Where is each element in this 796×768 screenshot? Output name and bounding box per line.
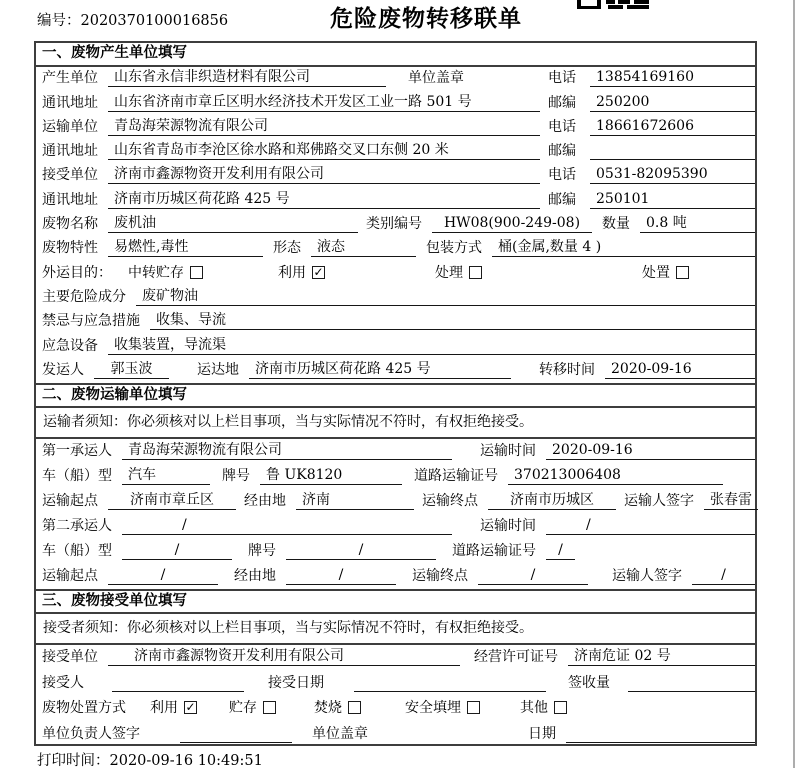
end1-value: 济南市历城区 xyxy=(488,492,616,510)
print-time-value: 2020-09-16 10:49:51 xyxy=(109,753,263,768)
origin2-label: 运输起点 xyxy=(42,567,98,584)
route1-row xyxy=(36,489,755,514)
purpose-option-treat-label: 处理 xyxy=(435,264,463,281)
destination-value: 济南市历城区荷花路 425 号 xyxy=(249,361,511,379)
producer-zip-label: 邮编 xyxy=(548,94,576,111)
transfer-time-label: 转移时间 xyxy=(539,361,595,378)
transport-time2-label: 运输时间 xyxy=(480,517,536,534)
shipper-label: 发运人 xyxy=(42,361,84,378)
receiver-address-value: 济南市历城区荷花路 425 号 xyxy=(108,191,540,209)
section3-notice: 接受者须知：你必须核对以上栏目事项，当与实际情况不符时，有权拒绝接受。 xyxy=(36,614,755,645)
hazard-component-value: 废矿物油 xyxy=(136,288,755,306)
sign2-label: 运输人签字 xyxy=(612,567,682,584)
transporter-phone-value: 18661672606 xyxy=(590,118,755,136)
disposal-landfill-checkbox xyxy=(467,701,480,714)
emergency-equipment-row xyxy=(36,334,755,358)
receiver-address-label: 通讯地址 xyxy=(42,191,98,208)
license1-label: 道路运输证号 xyxy=(414,467,498,484)
permit-label: 经营许可证号 xyxy=(474,649,558,666)
transport-time2-value: / xyxy=(546,517,755,535)
receiver-label: 接受单位 xyxy=(42,167,98,184)
waste-name-value: 废机油 xyxy=(108,215,358,233)
vehicle2-label: 车（船）型 xyxy=(42,542,112,559)
quantity-label: 数量 xyxy=(602,216,630,233)
receive-amount-value xyxy=(628,691,755,692)
carrier1-row xyxy=(36,439,755,464)
waste-name-label: 废物名称 xyxy=(42,216,98,233)
end2-label: 运输终点 xyxy=(412,567,468,584)
disposal-use-label: 利用 xyxy=(150,700,178,717)
taboo-measures-row xyxy=(36,310,755,334)
window-right-edge xyxy=(793,0,795,768)
route2-row xyxy=(36,564,755,589)
purpose-option-dispose-label: 处置 xyxy=(642,264,670,281)
transporter-address-label: 通讯地址 xyxy=(42,143,98,160)
carrier2-label: 第二承运人 xyxy=(42,517,112,534)
section2-notice: 运输者须知：你必须核对以上栏目事项，当与实际情况不符时，有权拒绝接受。 xyxy=(36,408,755,439)
transporter-address-row xyxy=(36,140,755,164)
producer-address-value: 山东省济南市章丘区明水经济技术开发区工业一路 501 号 xyxy=(108,94,540,112)
document-number-label: 编号： xyxy=(37,13,81,29)
license2-value: / xyxy=(546,542,575,560)
waste-name-row xyxy=(36,213,755,237)
via1-value: 济南 xyxy=(296,492,414,510)
carrier1-label: 第一承运人 xyxy=(42,442,112,459)
section2-header: 二、废物运输单位填写 xyxy=(36,383,755,408)
document-number-value: 2020370100016856 xyxy=(80,13,229,29)
origin2-value: / xyxy=(108,567,218,585)
carrier1-value: 青岛海荣源物流有限公司 xyxy=(122,442,452,460)
disposal-burn-checkbox xyxy=(348,701,361,714)
receive-person-value xyxy=(112,691,244,692)
purpose-dispose-checkbox xyxy=(676,266,689,279)
waste-form-label: 形态 xyxy=(273,240,301,257)
document-number xyxy=(37,9,228,30)
plate2-value: / xyxy=(286,542,436,560)
vehicle2-value: / xyxy=(122,542,232,560)
disposal-store-checkbox xyxy=(263,701,276,714)
unit-seal-label: 单位盖章 xyxy=(312,725,368,742)
transporter-row xyxy=(36,116,755,140)
qr-code-fragment-icon xyxy=(577,0,649,10)
shipper-row xyxy=(36,359,755,383)
disposal-other-checkbox xyxy=(554,701,567,714)
via1-label: 经由地 xyxy=(244,492,286,509)
producer-zip-value: 250200 xyxy=(590,94,755,112)
end2-value: / xyxy=(478,567,588,585)
disposal-method-label: 废物处置方式 xyxy=(42,700,126,717)
waste-form-value: 液态 xyxy=(311,239,416,257)
receiver-zip-label: 邮编 xyxy=(548,191,576,208)
transporter-address-value: 山东省青岛市李沧区徐水路和郑佛路交叉口东侧 20 米 xyxy=(108,142,540,160)
via2-value: / xyxy=(286,567,396,585)
carrier2-row xyxy=(36,514,755,539)
receiver-value: 济南市鑫源物资开发利用有限公司 xyxy=(108,166,540,184)
receive-unit-value: 济南市鑫源物资开发利用有限公司 xyxy=(108,648,460,666)
waste-character-value: 易燃性,毒性 xyxy=(108,239,263,257)
packing-value: 桶(金属,数量 4 ) xyxy=(492,239,755,257)
receiver-phone-value: 0531-82095390 xyxy=(590,166,755,184)
origin1-label: 运输起点 xyxy=(42,492,98,509)
disposal-other-label: 其他 xyxy=(520,700,548,717)
page-title: 危险废物转移联单 xyxy=(330,6,522,32)
print-time-label: 打印时间： xyxy=(37,753,110,768)
taboo-measures-label: 禁忌与应急措施 xyxy=(42,313,140,330)
transfer-form-table xyxy=(34,41,757,746)
category-value: HW08(900-249-08) xyxy=(432,215,592,233)
receive-unit-row xyxy=(36,645,755,671)
disposal-landfill-label: 安全填埋 xyxy=(405,700,461,717)
via2-label: 经由地 xyxy=(234,567,276,584)
purpose-label: 外运目的： xyxy=(42,264,112,281)
producer-phone-label: 电话 xyxy=(548,70,576,87)
leader-sign-value xyxy=(180,742,292,743)
purpose-option-transfer-label: 中转贮存 xyxy=(128,264,184,281)
end1-label: 运输终点 xyxy=(422,492,478,509)
vehicle1-label: 车（船）型 xyxy=(42,467,112,484)
transfer-time-value: 2020-09-16 xyxy=(605,361,755,379)
receiver-phone-label: 电话 xyxy=(548,167,576,184)
receive-person-label: 接受人 xyxy=(42,674,84,691)
leader-sign-row xyxy=(36,721,755,747)
sign2-value: / xyxy=(692,567,755,585)
receive-amount-label: 签收量 xyxy=(568,674,610,691)
vehicle1-value: 汽车 xyxy=(122,467,210,485)
receive-unit-label: 接受单位 xyxy=(42,649,98,666)
print-time xyxy=(37,749,263,768)
receiver-row xyxy=(36,164,755,188)
transporter-zip-label: 邮编 xyxy=(548,143,576,160)
producer-value: 山东省永信非织造材料有限公司 xyxy=(108,69,386,87)
section1-header: 一、废物产生单位填写 xyxy=(36,43,755,67)
producer-seal-label: 单位盖章 xyxy=(408,70,464,87)
purpose-option-use-label: 利用 xyxy=(278,264,306,281)
disposal-use-checkbox: ✓ xyxy=(185,700,196,715)
quantity-value: 0.8 吨 xyxy=(640,215,755,233)
leader-sign-label: 单位负责人签字 xyxy=(42,725,140,742)
destination-label: 运达地 xyxy=(197,361,239,378)
category-label: 类别编号 xyxy=(366,216,422,233)
transporter-zip-value xyxy=(590,159,755,160)
receiver-zip-value: 250101 xyxy=(590,191,755,209)
license1-value: 370213006408 xyxy=(508,467,723,485)
section3-header: 三、废物接受单位填写 xyxy=(36,589,755,614)
receiver-address-row xyxy=(36,188,755,212)
producer-label: 产生单位 xyxy=(42,70,98,87)
carrier2-value: / xyxy=(122,517,452,535)
purpose-row xyxy=(36,261,755,285)
disposal-burn-label: 焚烧 xyxy=(314,700,342,717)
receive-person-row xyxy=(36,670,755,696)
license2-label: 道路运输证号 xyxy=(452,542,536,559)
waste-character-row xyxy=(36,237,755,261)
purpose-use-checkbox: ✓ xyxy=(313,264,324,279)
producer-phone-value: 13854169160 xyxy=(590,69,755,87)
transport-time1-label: 运输时间 xyxy=(480,442,536,459)
emergency-equipment-label: 应急设备 xyxy=(42,337,98,354)
sign-date-value xyxy=(566,742,755,743)
plate1-label: 牌号 xyxy=(222,467,250,484)
sign1-label: 运输人签字 xyxy=(624,492,694,509)
producer-address-row xyxy=(36,91,755,115)
plate1-value: 鲁 UK8120 xyxy=(260,467,402,485)
producer-row xyxy=(36,67,755,91)
emergency-equipment-value: 收集装置，导流渠 xyxy=(108,337,755,355)
receive-date-label: 接受日期 xyxy=(268,674,324,691)
purpose-treat-checkbox xyxy=(469,266,482,279)
waste-character-label: 废物特性 xyxy=(42,240,98,257)
transport-time1-value: 2020-09-16 xyxy=(546,442,755,460)
hazard-component-label: 主要危险成分 xyxy=(42,288,126,305)
disposal-method-row xyxy=(36,696,755,722)
purpose-transfer-checkbox xyxy=(190,266,203,279)
transporter-label: 运输单位 xyxy=(42,118,98,135)
sign1-value: 张春雷 xyxy=(704,492,758,510)
shipper-value: 郭玉波 xyxy=(94,361,169,379)
disposal-store-label: 贮存 xyxy=(229,700,257,717)
sign-date-label: 日期 xyxy=(528,725,556,742)
transporter-phone-label: 电话 xyxy=(548,118,576,135)
vehicle2-row xyxy=(36,539,755,564)
vehicle1-row xyxy=(36,464,755,489)
taboo-measures-value: 收集、导流 xyxy=(150,312,755,330)
plate2-label: 牌号 xyxy=(248,542,276,559)
hazard-component-row xyxy=(36,286,755,310)
origin1-value: 济南市章丘区 xyxy=(108,492,236,510)
receive-date-value xyxy=(354,691,546,692)
packing-label: 包装方式 xyxy=(426,240,482,257)
transporter-value: 青岛海荣源物流有限公司 xyxy=(108,118,540,136)
producer-address-label: 通讯地址 xyxy=(42,94,98,111)
permit-value: 济南危证 02 号 xyxy=(568,648,755,666)
